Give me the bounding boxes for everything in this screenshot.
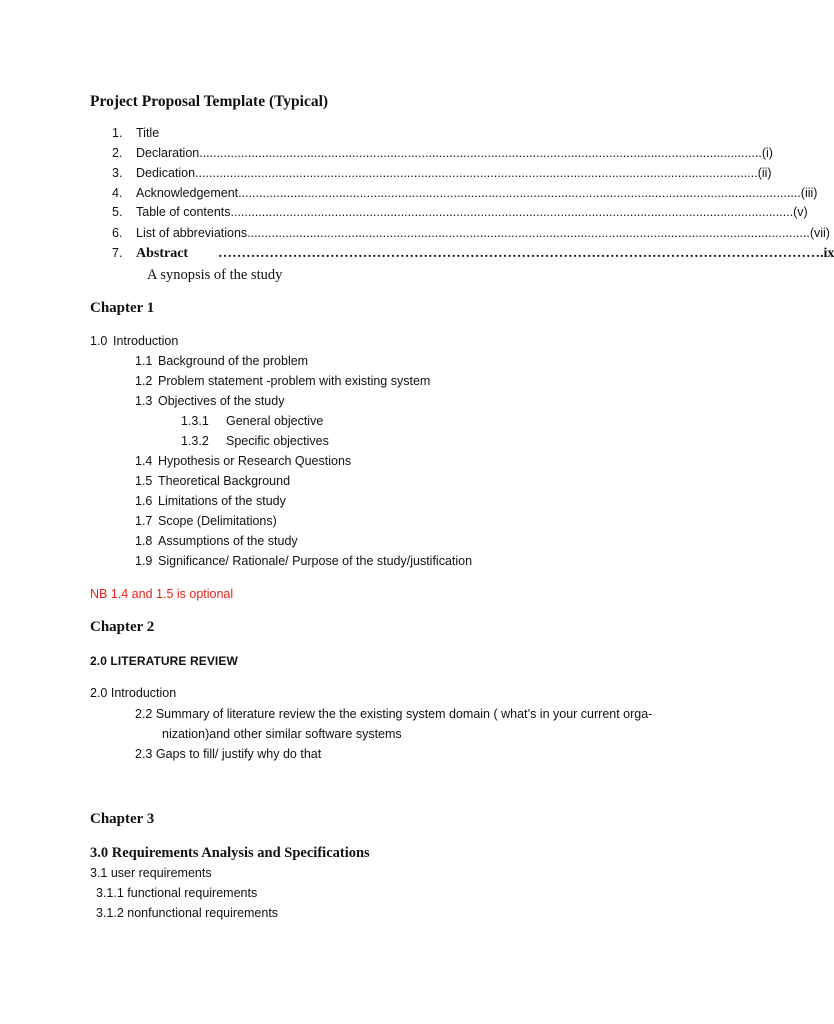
- toc-page: (v): [793, 205, 808, 219]
- toc-label: Table of contents: [136, 205, 231, 219]
- requirements-heading: 3.0 Requirements Analysis and Specifications: [90, 845, 370, 861]
- item-label: Theoretical Background: [158, 474, 291, 488]
- dot-leader: ..................................................................................................................................................................: [195, 166, 758, 180]
- item-number: 1.2: [135, 374, 153, 388]
- outline-item: [135, 394, 284, 408]
- item-label: Objectives of the study: [158, 394, 285, 408]
- toc-number: 7.: [112, 246, 123, 260]
- item-number: 1.7: [135, 514, 153, 528]
- item-number: 1.6: [135, 494, 153, 508]
- toc-label: Title: [136, 126, 160, 140]
- outline-item: [135, 474, 290, 488]
- outline-item: [135, 554, 472, 568]
- toc-item-table-of-contents: [112, 205, 808, 225]
- item-number: 1.3: [135, 394, 153, 408]
- outline-item: 3.1.1 functional requirements: [96, 886, 258, 900]
- outline-item: [135, 514, 277, 528]
- chapter-1-heading: Chapter 1: [90, 300, 155, 316]
- dot-leader: ..................................................................................................................................................................: [199, 146, 762, 160]
- toc-item-abstract: [112, 246, 834, 266]
- outline-item: [181, 434, 329, 448]
- outline-item: 2.3 Gaps to fill/ justify why do that: [135, 747, 322, 761]
- outline-item: 2.0 Introduction: [90, 686, 177, 700]
- outline-item: [135, 494, 286, 508]
- item-number: 1.3.2: [181, 434, 209, 448]
- item-number: 1.1: [135, 354, 153, 368]
- optional-note: NB 1.4 and 1.5 is optional: [90, 587, 234, 601]
- toc-label: Declaration: [136, 146, 200, 160]
- toc-page: (ii): [757, 166, 772, 180]
- outline-item: [135, 454, 351, 468]
- outline-item: [135, 374, 430, 388]
- toc-item-title: [112, 126, 616, 146]
- toc-item-list-of-abbreviations: [112, 226, 830, 246]
- item-number: 1.0: [90, 334, 108, 348]
- item-label: Significance/ Rationale/ Purpose of the study/justification: [158, 554, 473, 568]
- item-number: 1.5: [135, 474, 153, 488]
- outline-item: 2.2 Summary of literature review the the existing system domain ( what’s in your current orga-: [135, 707, 653, 721]
- item-label: Problem statement -problem with existing system: [158, 374, 431, 388]
- item-number: 1.8: [135, 534, 153, 548]
- toc-label: Abstract: [136, 246, 189, 261]
- toc-label: List of abbreviations: [136, 226, 248, 240]
- toc-number: 4.: [112, 186, 123, 200]
- dot-leader: ..................................................................................................................................................................: [230, 205, 794, 219]
- toc-number: 3.: [112, 166, 123, 180]
- outline-item: [135, 534, 298, 548]
- item-label: General objective: [226, 414, 324, 428]
- toc-item-declaration: [112, 146, 773, 166]
- outline-item: [135, 354, 308, 368]
- toc-number: 1.: [112, 126, 123, 140]
- outline-item: [181, 414, 323, 428]
- toc-page: .ix: [820, 246, 834, 261]
- document-title: Project Proposal Template (Typical): [90, 93, 329, 110]
- outline-item: 3.1 user requirements: [90, 866, 212, 880]
- toc-page: (iii): [800, 186, 818, 200]
- toc-number: 2.: [112, 146, 123, 160]
- toc-page: (vii): [809, 226, 830, 240]
- toc-label: Acknowledgement: [136, 186, 239, 200]
- dot-leader: …………………………………………………………………………………………………………………: [218, 246, 820, 261]
- toc-page: (i): [761, 146, 773, 160]
- item-label: Scope (Delimitations): [158, 514, 277, 528]
- abstract-description: A synopsis of the study: [147, 267, 283, 283]
- item-label: Assumptions of the study: [158, 534, 298, 548]
- dot-leader: ..................................................................................................................................................................: [238, 186, 801, 200]
- item-number: 1.9: [135, 554, 153, 568]
- literature-review-heading: 2.0 LITERATURE REVIEW: [90, 654, 238, 668]
- toc-item-acknowledgement: [112, 186, 818, 206]
- item-label: Specific objectives: [226, 434, 329, 448]
- outline-item: 3.1.2 nonfunctional requirements: [96, 906, 279, 920]
- item-label: Hypothesis or Research Questions: [158, 454, 352, 468]
- toc-number: 5.: [112, 205, 123, 219]
- toc-number: 6.: [112, 226, 123, 240]
- toc-item-dedication: [112, 166, 772, 186]
- item-label: Introduction: [113, 334, 179, 348]
- outline-item: [90, 334, 178, 348]
- outline-item-continuation: nization)and other similar software systems: [162, 727, 402, 741]
- toc-label: Dedication: [136, 166, 196, 180]
- item-label: Limitations of the study: [158, 494, 286, 508]
- chapter-3-heading: Chapter 3: [90, 811, 155, 827]
- item-number: 1.3.1: [181, 414, 209, 428]
- dot-leader: ..................................................................................................................................................................: [247, 226, 810, 240]
- item-number: 1.4: [135, 454, 153, 468]
- item-label: Background of the problem: [158, 354, 309, 368]
- chapter-2-heading: Chapter 2: [90, 619, 155, 635]
